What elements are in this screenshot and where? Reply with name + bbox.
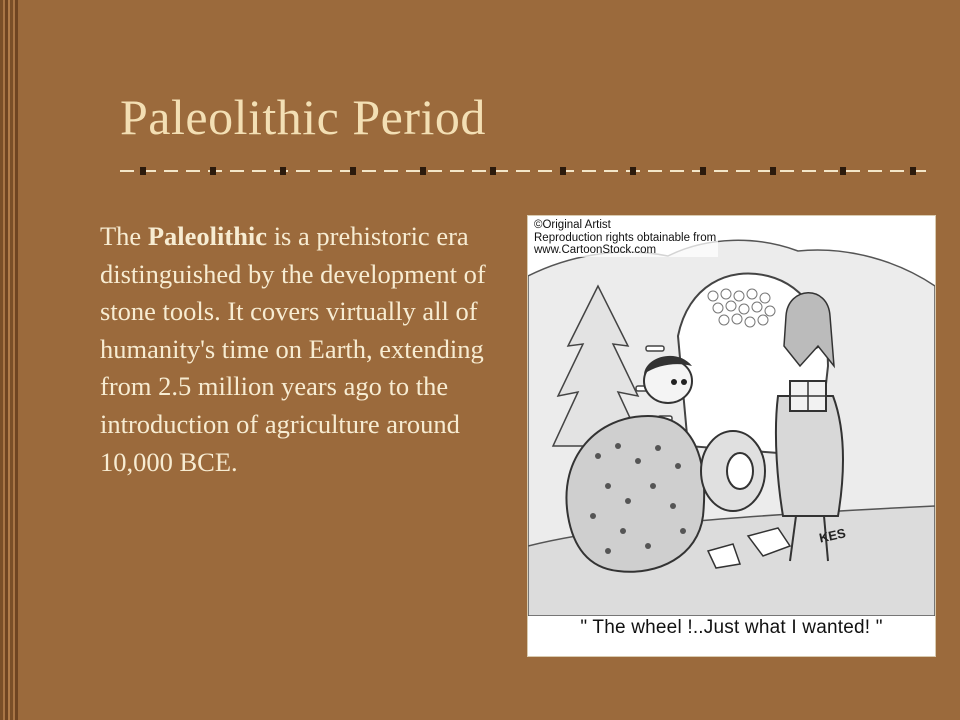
body-intro: The xyxy=(100,221,148,251)
title-divider xyxy=(120,166,928,176)
slide-title: Paleolithic Period xyxy=(120,89,486,145)
body-term: Paleolithic xyxy=(147,221,268,251)
artist-signature: KES xyxy=(817,525,848,546)
caveman-cartoon xyxy=(528,216,935,656)
slide-body-text xyxy=(100,218,512,481)
slide-left-border xyxy=(0,0,22,720)
credit-line-1: ©Original Artist xyxy=(534,219,611,231)
body-rest: is a prehistoric era distinguished by the development of stone tools. It covers virtually all of humanity's time on Earth, extending from 2.5 million years ago to the introduction of agriculture around 10,000 BCE. xyxy=(100,221,486,477)
cartoon-illustration xyxy=(528,216,935,616)
cartoon-credit xyxy=(532,219,718,257)
credit-line-3: www.CartoonStock.com xyxy=(534,244,657,256)
credit-line-2: Reproduction rights obtainable from xyxy=(534,231,717,244)
cartoon-caption: " The wheel !..Just what I wanted! " xyxy=(580,617,883,638)
